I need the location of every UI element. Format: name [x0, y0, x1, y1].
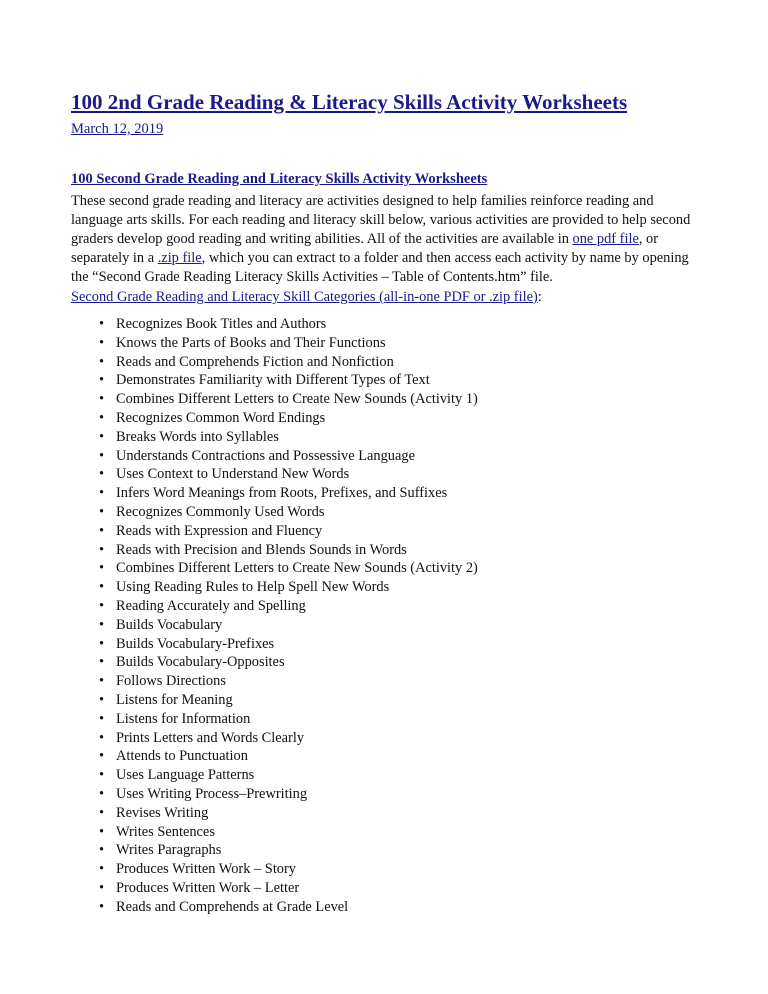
- skill-label: Listens for Meaning: [116, 691, 233, 708]
- list-item: [71, 860, 478, 879]
- list-item: [71, 672, 478, 691]
- skill-label: Reads and Comprehends at Grade Level: [116, 898, 349, 915]
- skill-label: Attends to Punctuation: [116, 748, 248, 765]
- list-item: [71, 747, 478, 766]
- skill-label: Infers Word Meanings from Roots, Prefixes, and Suffixes: [116, 485, 448, 502]
- list-item: [71, 597, 478, 616]
- skill-label: Writes Sentences: [116, 823, 215, 840]
- article-subtitle-link[interactable]: 100 Second Grade Reading and Literacy Skills Activity Worksheets: [71, 171, 488, 187]
- bullet-icon: •: [99, 654, 105, 671]
- bullet-icon: •: [99, 372, 105, 389]
- skill-label: Prints Letters and Words Clearly: [116, 729, 305, 746]
- bullet-icon: •: [99, 691, 105, 708]
- list-item: [71, 729, 478, 748]
- bullet-icon: •: [99, 579, 105, 596]
- zip-file-link[interactable]: .zip file: [157, 250, 202, 266]
- skill-label: Recognizes Common Word Endings: [116, 409, 326, 426]
- bullet-icon: •: [99, 334, 105, 351]
- list-item: [71, 879, 478, 898]
- list-item: [71, 315, 478, 334]
- bullet-icon: •: [99, 729, 105, 746]
- bullet-icon: •: [99, 597, 105, 614]
- post-date-link[interactable]: March 12, 2019: [71, 121, 164, 137]
- list-item: [71, 447, 478, 466]
- categories-colon: :: [537, 289, 542, 305]
- skill-label: Demonstrates Familiarity with Different Types of Text: [116, 372, 430, 389]
- list-item: [71, 428, 478, 447]
- list-item: [71, 503, 478, 522]
- skill-label: Builds Vocabulary-Opposites: [116, 654, 285, 671]
- skill-label: Reads with Expression and Fluency: [116, 522, 323, 539]
- list-item: [71, 578, 478, 597]
- categories-zip-link[interactable]: .zip file: [489, 289, 533, 305]
- bullet-icon: •: [99, 485, 105, 502]
- skill-label: Listens for Information: [116, 710, 251, 727]
- article-title-link[interactable]: 100 2nd Grade Reading & Literacy Skills Activity Worksheets: [71, 90, 628, 114]
- skill-label: Reading Accurately and Spelling: [116, 597, 306, 614]
- skill-list: [71, 315, 478, 917]
- skill-label: Breaks Words into Syllables: [116, 428, 279, 445]
- list-item: [71, 691, 478, 710]
- bullet-icon: •: [99, 898, 105, 915]
- list-item: [71, 559, 478, 578]
- bullet-icon: •: [99, 409, 105, 426]
- skill-categories-line: [71, 288, 542, 307]
- list-item: [71, 371, 478, 390]
- bullet-icon: •: [99, 428, 105, 445]
- list-item: [71, 390, 478, 409]
- intro-paragraph: [71, 192, 696, 287]
- skill-label: Reads and Comprehends Fiction and Nonfiction: [116, 353, 394, 370]
- bullet-icon: •: [99, 391, 105, 408]
- skill-label: Combines Different Letters to Create New Sounds (Activity 1): [116, 391, 478, 408]
- intro-text-3: , which you can extract to a folder and then access each activity by name by opening the “Second Grade Reading Literacy Skills Activities – Table of Contents.htm” file.: [71, 250, 689, 285]
- list-item: [71, 653, 478, 672]
- one-pdf-file-link[interactable]: one pdf file: [572, 231, 639, 247]
- bullet-icon: •: [99, 710, 105, 727]
- skill-label: Understands Contractions and Possessive Language: [116, 447, 415, 464]
- bullet-icon: •: [99, 316, 105, 332]
- list-item: [71, 522, 478, 541]
- bullet-icon: •: [99, 560, 105, 577]
- bullet-icon: •: [99, 767, 105, 784]
- bullet-icon: •: [99, 748, 105, 765]
- list-item: [71, 804, 478, 823]
- skill-label: Uses Language Patterns: [116, 767, 255, 784]
- skill-label: Uses Context to Understand New Words: [116, 466, 350, 483]
- skill-label: Builds Vocabulary-Prefixes: [116, 635, 275, 652]
- intro-text-1: These second grade reading and literacy are activities designed to help families reinforce reading and language arts skills. For each reading and literacy skill below, various activities are provided to help second graders develop good reading and writing abilities. All of the activities are available in: [71, 193, 691, 247]
- skill-label: Uses Writing Process–Prewriting: [116, 785, 308, 802]
- bullet-icon: •: [99, 861, 105, 878]
- skill-label: Recognizes Commonly Used Words: [116, 503, 325, 520]
- list-item: [71, 710, 478, 729]
- skill-label: Reads with Precision and Blends Sounds in Words: [116, 541, 407, 558]
- skill-label: Follows Directions: [116, 673, 226, 690]
- skill-label: Produces Written Work – Story: [116, 861, 296, 878]
- skill-label: Revises Writing: [116, 804, 209, 821]
- list-item: [71, 841, 478, 860]
- list-item: [71, 409, 478, 428]
- bullet-icon: •: [99, 466, 105, 483]
- bullet-icon: •: [99, 842, 105, 859]
- bullet-icon: •: [99, 804, 105, 821]
- bullet-icon: •: [99, 616, 105, 633]
- bullet-icon: •: [99, 503, 105, 520]
- list-item: [71, 616, 478, 635]
- skill-label: Writes Paragraphs: [116, 842, 222, 859]
- categories-separator: or: [469, 289, 490, 305]
- skill-label: Using Reading Rules to Help Spell New Words: [116, 579, 390, 596]
- skill-categories-label: Second Grade Reading and Literacy Skill Categories (: [71, 289, 384, 305]
- bullet-icon: •: [99, 635, 105, 652]
- bullet-icon: •: [99, 673, 105, 690]
- bullet-icon: •: [99, 879, 105, 896]
- list-item: [71, 541, 478, 560]
- bullet-icon: •: [99, 823, 105, 840]
- list-item: [71, 766, 478, 785]
- categories-close-paren: ): [532, 289, 538, 305]
- skill-label: Combines Different Letters to Create New Sounds (Activity 2): [116, 560, 478, 577]
- bullet-icon: •: [99, 541, 105, 558]
- bullet-icon: •: [99, 785, 105, 802]
- skill-label: Knows the Parts of Books and Their Functions: [116, 334, 386, 351]
- list-item: [71, 484, 478, 503]
- intro-text-2: , or separately in a: [71, 231, 659, 266]
- bullet-icon: •: [99, 353, 105, 370]
- skill-label: Produces Written Work – Letter: [116, 879, 300, 896]
- bullet-icon: •: [99, 522, 105, 539]
- list-item: [71, 465, 478, 484]
- list-item: [71, 785, 478, 804]
- skill-categories-link[interactable]: [71, 289, 538, 305]
- all-in-one-pdf-link[interactable]: all-in-one PDF: [383, 289, 470, 305]
- list-item: [71, 823, 478, 842]
- skill-label: Builds Vocabulary: [116, 616, 223, 633]
- list-item: [71, 353, 478, 372]
- skill-label: Recognizes Book Titles and Authors: [116, 316, 327, 332]
- list-item: [71, 898, 478, 917]
- list-item: [71, 334, 478, 353]
- list-item: [71, 635, 478, 654]
- bullet-icon: •: [99, 447, 105, 464]
